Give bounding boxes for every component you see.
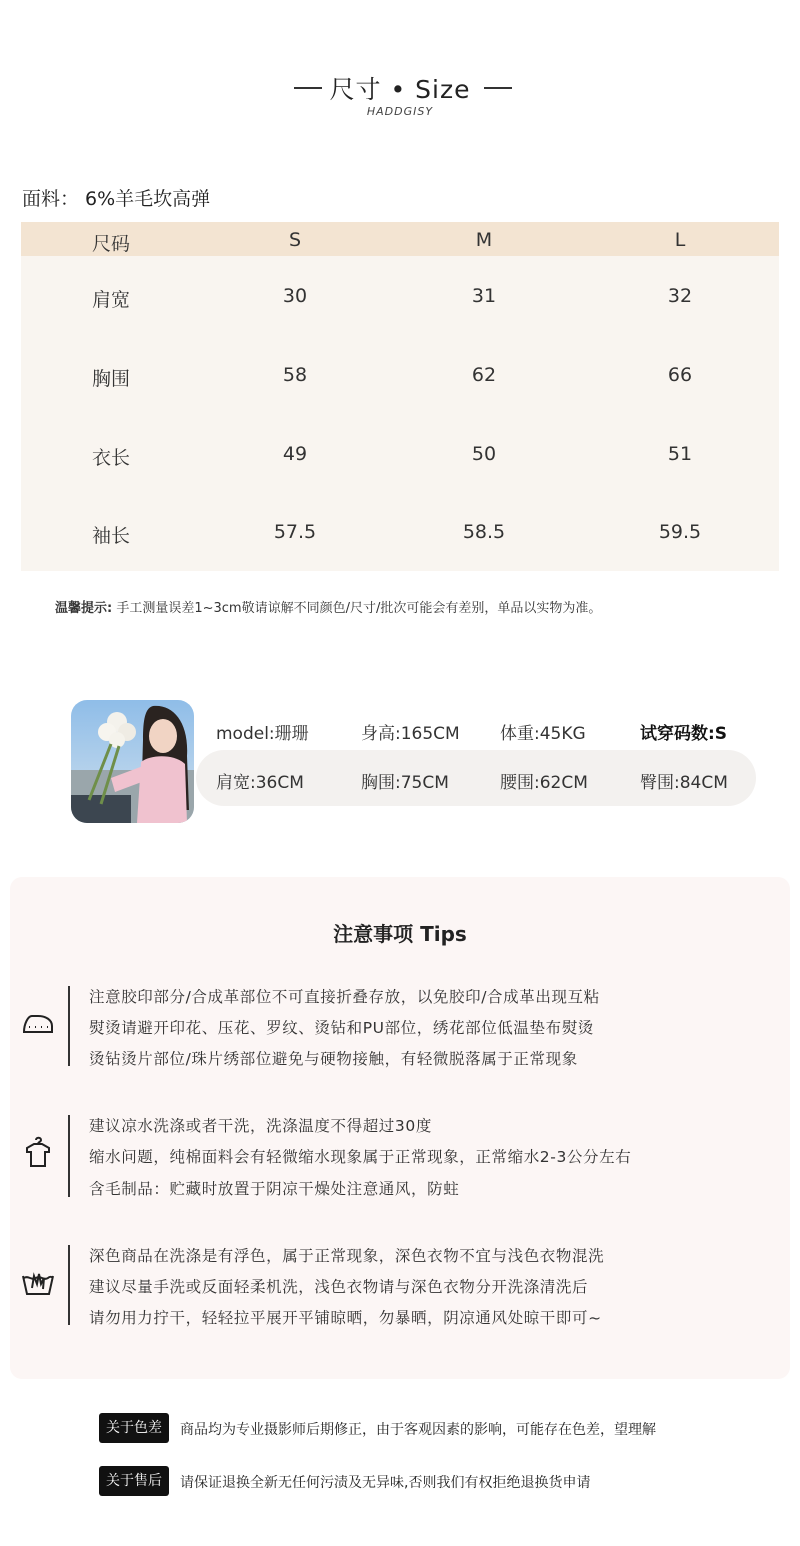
table-cell: 58 bbox=[282, 364, 308, 386]
tip-line: 建议凉水洗涤或者干洗，洗涤温度不得超过30度 bbox=[89, 1117, 432, 1135]
fabric-info: 面料： 6%羊毛坎高弹 bbox=[22, 188, 211, 210]
tip-divider bbox=[68, 986, 70, 1066]
page-title: 尺寸 • Size bbox=[329, 75, 471, 104]
tip-line: 深色商品在洗涤是有浮色，属于正常现象，深色衣物不宜与浅色衣物混洗 bbox=[89, 1247, 605, 1265]
iron-icon bbox=[20, 1006, 56, 1042]
tip-line: 请勿用力拧干，轻轻拉平展开平铺晾晒，勿暴晒，阴凉通风处晾干即可~ bbox=[89, 1309, 602, 1327]
table-cell: 57.5 bbox=[273, 521, 317, 543]
model-chest: 胸围:75CM bbox=[361, 773, 449, 793]
model-weight: 体重:45KG bbox=[500, 724, 586, 744]
model-shoulder: 肩宽:36CM bbox=[216, 773, 304, 793]
table-cell: 49 bbox=[282, 443, 308, 465]
after-sales-tag: 关于售后 bbox=[99, 1466, 169, 1496]
tip-line: 烫钻烫片部位/珠片绣部位避免与硬物接触，有轻微脱落属于正常现象 bbox=[89, 1050, 578, 1068]
tip-divider bbox=[68, 1115, 70, 1197]
table-cell: 59.5 bbox=[658, 521, 702, 543]
header-cell-l: L bbox=[674, 229, 686, 251]
measurement-hint bbox=[55, 597, 601, 616]
table-cell: 50 bbox=[471, 443, 497, 465]
model-waist: 腰围:62CM bbox=[500, 773, 588, 793]
tip-line: 熨烫请避开印花、压花、罗纹、烫钻和PU部位，绣花部位低温垫布熨烫 bbox=[89, 1019, 594, 1037]
row-label-chest: 胸围 bbox=[92, 368, 131, 390]
hanger-shirt-icon bbox=[20, 1134, 56, 1170]
table-cell: 30 bbox=[282, 285, 308, 307]
tip-line: 含毛制品：贮藏时放置于阴凉干燥处注意通风，防蛀 bbox=[89, 1180, 460, 1198]
row-label-shoulder: 肩宽 bbox=[92, 289, 131, 311]
table-cell: 58.5 bbox=[462, 521, 506, 543]
tips-title: 注意事项 Tips bbox=[333, 922, 467, 946]
color-diff-text: 商品均为专业摄影师后期修正，由于客观因素的影响，可能存在色差，望理解 bbox=[180, 1422, 656, 1438]
tip-line: 建议尽量手洗或反面轻柔机洗，浅色衣物请与深色衣物分开洗涤清洗后 bbox=[89, 1278, 589, 1296]
hand-wash-icon bbox=[20, 1264, 56, 1300]
model-name: model:珊珊 bbox=[216, 724, 309, 744]
table-cell: 62 bbox=[471, 364, 497, 386]
after-sales-text: 请保证退换全新无任何污渍及无异味,否则我们有权拒绝退换货申请 bbox=[180, 1475, 591, 1491]
model-hip: 臀围:84CM bbox=[640, 773, 728, 793]
color-diff-tag: 关于色差 bbox=[99, 1413, 169, 1443]
table-cell: 32 bbox=[667, 285, 693, 307]
tip-line: 缩水问题，纯棉面料会有轻微缩水现象属于正常现象，正常缩水2-3公分左右 bbox=[89, 1148, 632, 1166]
hint-text: 手工测量误差1~3cm敬请谅解不同颜色/尺寸/批次可能会有差别，单品以实物为准。 bbox=[112, 601, 602, 616]
size-table-body bbox=[21, 222, 779, 571]
tip-line: 注意胶印部分/合成革部位不可直接折叠存放，以免胶印/合成革出现互粘 bbox=[89, 988, 600, 1006]
header-cell-m: M bbox=[475, 229, 493, 251]
header-cell-s: S bbox=[288, 229, 302, 251]
row-label-sleeve: 袖长 bbox=[92, 525, 131, 547]
table-cell: 51 bbox=[667, 443, 693, 465]
table-cell: 31 bbox=[471, 285, 497, 307]
model-height: 身高:165CM bbox=[361, 724, 460, 744]
hint-label: 温馨提示: bbox=[55, 601, 113, 616]
header-cell-size: 尺码 bbox=[92, 233, 131, 255]
table-cell: 66 bbox=[667, 364, 693, 386]
row-label-length: 衣长 bbox=[92, 447, 131, 469]
tip-divider bbox=[68, 1245, 70, 1325]
brand-subtitle: HADDGISY bbox=[366, 105, 434, 118]
model-try-size: 试穿码数:S bbox=[640, 724, 728, 744]
model-photo bbox=[71, 700, 194, 823]
